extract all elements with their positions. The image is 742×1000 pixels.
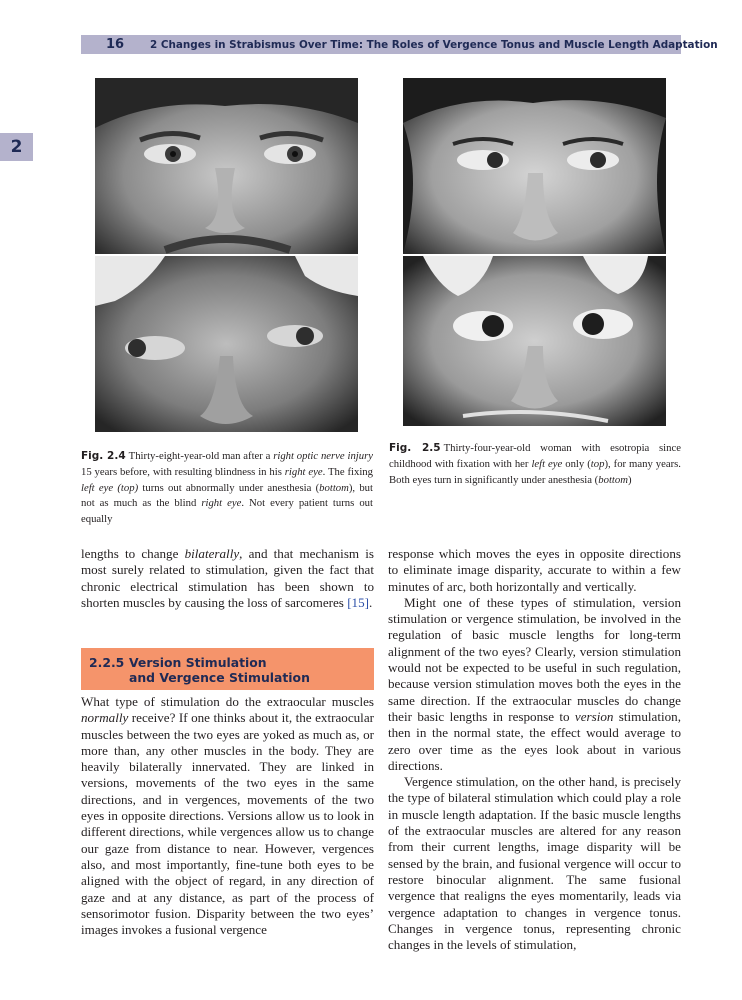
- figure-label: Fig. 2.4: [81, 450, 126, 462]
- body-text: .: [369, 594, 373, 610]
- figure-2-4-caption: [81, 449, 373, 528]
- body-paragraph: response which moves the eyes in opposite directions to eliminate image disparity, accurate to within a few minutes of arc, both horizontally and vertically.: [388, 546, 681, 594]
- body-text: stimulation, then in the normal state, the effect would average to zero over time as the eyes look about in various directions.: [388, 708, 681, 773]
- body-emphasis: version: [574, 708, 614, 724]
- caption-emphasis: left eye (top): [81, 481, 139, 494]
- body-text: lengths to change: [81, 546, 185, 561]
- section-title: [129, 655, 369, 685]
- chapter-tab: 2: [0, 133, 33, 161]
- page-number: 16: [106, 37, 125, 52]
- figure-2-5-caption: [389, 441, 681, 488]
- caption-text: 15 years before, with resulting blindness in his: [81, 465, 285, 478]
- caption-emphasis: right eye: [284, 465, 323, 478]
- caption-text: ): [627, 473, 632, 486]
- figure-2-4-photo-bottom: [95, 256, 358, 432]
- section-number: 2.2.5: [89, 655, 125, 670]
- citation-link[interactable]: [15]: [347, 594, 370, 610]
- figure-2-5-photo-top: [403, 78, 666, 254]
- left-column-top: [81, 546, 374, 611]
- caption-emphasis: right optic nerve injury: [273, 450, 374, 462]
- caption-emphasis: right eye: [201, 497, 242, 510]
- body-text: , and that mechanism is most surely related to stimulation, given the fact that chronic electrical stimulation has been shown to shorten muscles by causing the loss of sarcomeres: [81, 546, 374, 610]
- caption-emphasis: left eye: [531, 457, 563, 470]
- caption-text: . The fixing: [322, 465, 373, 478]
- left-column-bottom: [81, 694, 374, 938]
- body-emphasis: bilaterally: [184, 546, 240, 561]
- figure-label: Fig. 2.5: [389, 442, 441, 454]
- section-heading: [81, 648, 374, 690]
- body-text: receive? If one thinks about it, the extraocular muscles between the two eyes are yoked as much as, or more than, any other muscles in the body. They are heavily bilaterally innervated. They are linked in versions, movements of the two eyes in the same directions, and in vergences, movements of the two eyes in opposite directions. Versions allow us to look in different directions, while vergences allow us to change our gaze from distance to near. However, vergences also, and most importantly, fine-tune both eyes to be aligned with the object of regard, in any direction of gaze and at any distance, as part of the process of sensorimotor fusion. Disparity between the two eyes’ images invokes a fusional vergence: [81, 710, 374, 938]
- figure-2-5-photo-bottom: [403, 256, 666, 426]
- body-paragraph: Vergence stimulation, on the other hand, is precisely the type of bilateral stimulation which could play a role in muscle length adaptation. If the basic muscle lengths of the extraocular muscles are altered for any reason from their current lengths, image disparity will be sensed by the brain, and fusional vergence will occur to restore binocular alignment. The same fusional vergence that realigns the eyes momentarily, leads via vergence adaptation to changes in vergence tonus. Changes in vergence tonus, representing chronic changes in the levels of stimulation,: [388, 774, 681, 953]
- right-column: [388, 546, 681, 953]
- caption-emphasis: bottom: [319, 481, 349, 494]
- section-title-line: and Vergence Stimulation: [129, 670, 310, 685]
- body-paragraph: [81, 694, 374, 938]
- caption-text: Thirty-eight-year-old man after a: [128, 450, 274, 462]
- caption-text: . Not every patient turns out equally: [81, 497, 373, 526]
- caption-text: turns out abnormally under anesthesia (: [138, 481, 320, 494]
- caption-emphasis: top: [590, 457, 605, 470]
- running-title: 2 Changes in Strabismus Over Time: The Roles of Vergence Tonus and Muscle Length Adaptation: [150, 39, 718, 51]
- caption-text: ), but not as much as the blind: [81, 481, 373, 510]
- caption-text: ), for many years. Both eyes turn in significantly under anesthesia (: [389, 457, 681, 486]
- body-paragraph: [388, 595, 681, 774]
- section-title-line: Version Stimulation: [129, 655, 267, 670]
- caption-emphasis: bottom: [598, 473, 628, 486]
- body-emphasis: normally: [81, 710, 129, 726]
- figure-2-4-photo-top: [95, 78, 358, 254]
- body-text: What type of stimulation do the extraocular muscles: [81, 694, 374, 709]
- caption-text: only (: [562, 457, 591, 470]
- caption-text: Thirty-four-year-old woman with esotropia since childhood with fixation with her: [389, 442, 681, 470]
- body-paragraph: [81, 546, 374, 611]
- body-text: Might one of these types of stimulation, version stimulation or vergence stimulation, be involved in the regulation of basic muscle lengths for long-term alignment of the two eyes? Clearly, version stimulation would not be expected to be useful in such regulation, because version stimulation moves both the eyes in the same direction. If the extraocular muscles do change their basic lengths in response to: [388, 594, 681, 724]
